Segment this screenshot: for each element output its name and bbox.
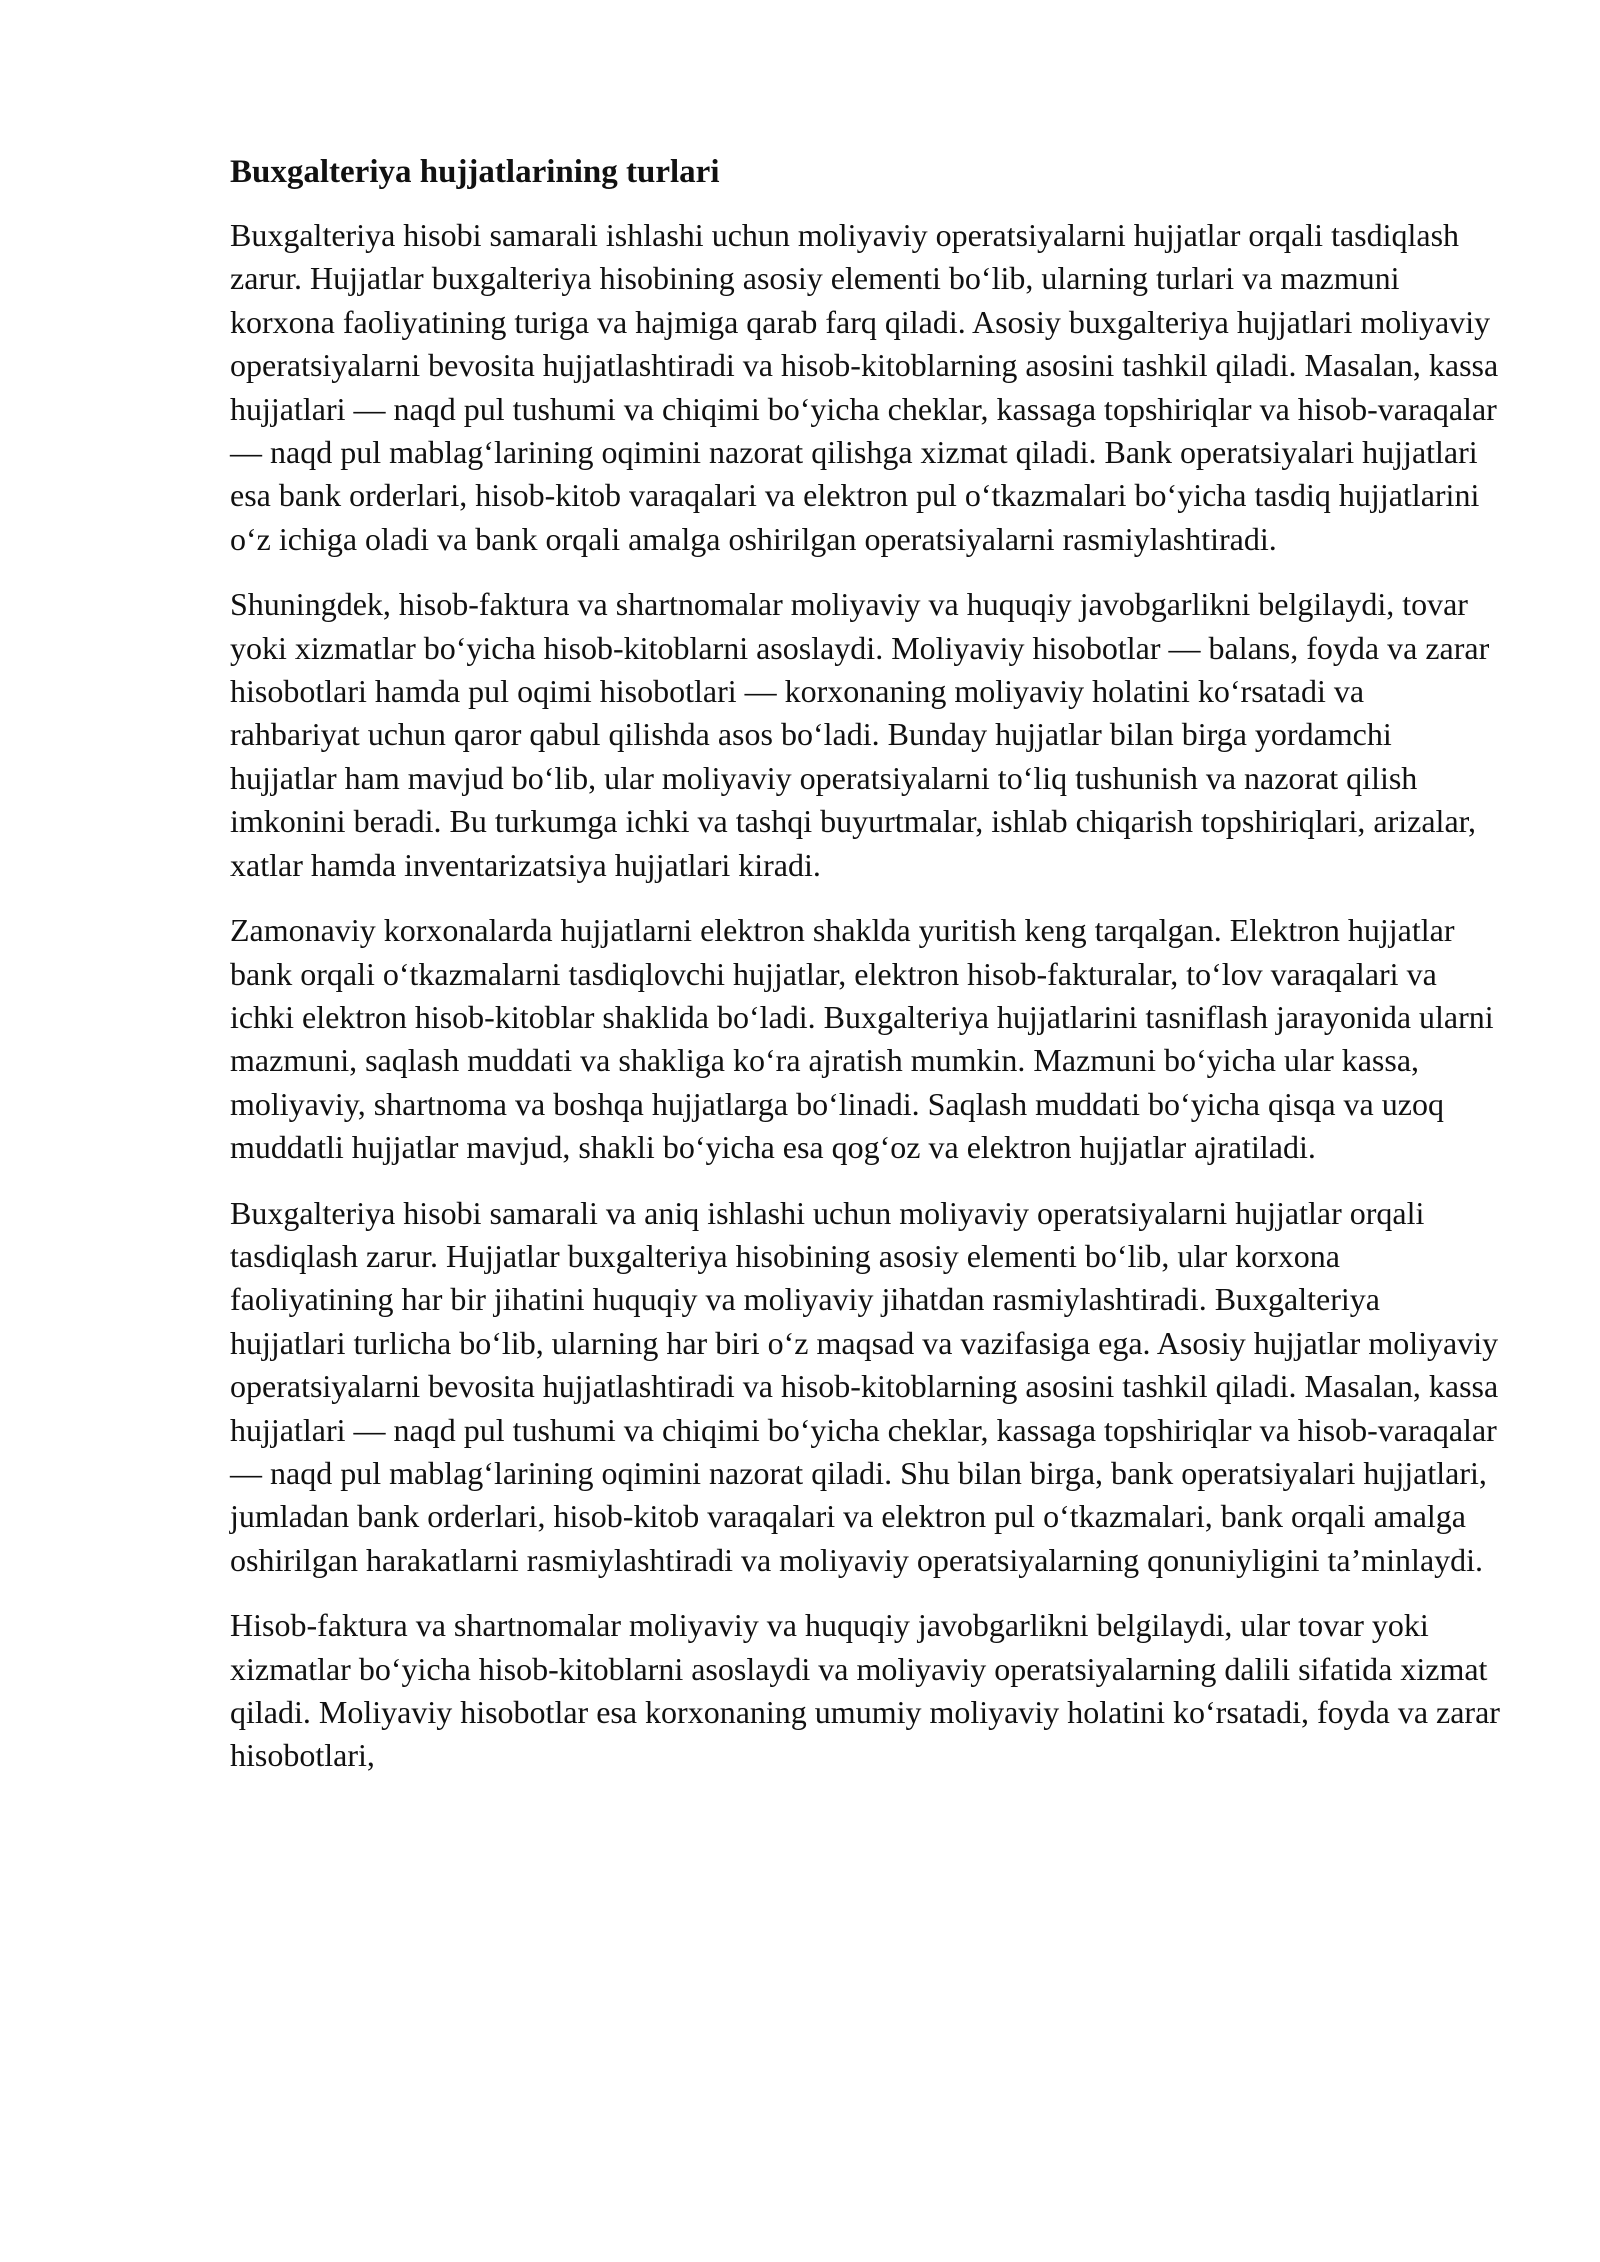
document-title: Buxgalteriya hujjatlarining turlari: [230, 154, 720, 190]
paragraph-1: Buxgalteriya hisobi samarali ishlashi uchun moliyaviy operatsiyalarni hujjatlar orqali tasdiqlash zarur. Hujjatlar buxgalteriya hisobining asosiy elementi bo‘lib, ularning turlari va mazmuni korxona faoliyatining turiga va hajmiga qarab farq qiladi. Asosiy buxgalteriya hujjatlari moliyaviy operatsiyalarni bevosita hujjatlashtiradi va hisob-kitoblarning asosini tashkil qiladi. Masalan, kassa hujjatlari — naqd pul tushumi va chiqimi bo‘yicha cheklar, kassaga topshiriqlar va hisob-varaqalar — naqd pul mablag‘larining oqimini nazorat qilishga xizmat qiladi. Bank operatsiyalari hujjatlari esa bank orderlari, hisob-kitob varaqalari va elektron pul o‘tkazmalari bo‘yicha tasdiq hujjatlarini o‘z ichiga oladi va bank orqali amalga oshirilgan operatsiyalarni rasmiylashtiradi.: [230, 217, 1499, 557]
document-body: [230, 150, 1500, 1800]
paragraph-2: Shuningdek, hisob-faktura va shartnomalar moliyaviy va huquqiy javobgarlikni belgilaydi, tovar yoki xizmatlar bo‘yicha hisob-kitoblarni asoslaydi. Moliyaviy hisobotlar — balans, foyda va zarar hisobotlari hamda pul oqimi hisobotlari — korxonaning moliyaviy holatini ko‘rsatadi va rahbariyat uchun qaror qabul qilishda asos bo‘ladi. Bunday hujjatlar bilan birga yordamchi hujjatlar ham mavjud bo‘lib, ular moliyaviy operatsiyalarni to‘liq tushunish va nazorat qilish imkonini beradi. Bu turkumga ichki va tashqi buyurtmalar, ishlab chiqarish topshiriqlari, arizalar, xatlar hamda inventarizatsiya hujjatlari kiradi.: [230, 586, 1490, 883]
paragraph-5: Hisob-faktura va shartnomalar moliyaviy va huquqiy javobgarlikni belgilaydi, ular tovar yoki xizmatlar bo‘yicha hisob-kitoblarni asoslaydi va moliyaviy operatsiyalarning dalili sifatida xizmat qiladi. Moliyaviy hisobotlar esa korxonaning umumiy moliyaviy holatini ko‘rsatadi, foyda va zarar hisobotlari,: [230, 1607, 1500, 1774]
paragraph-3: Zamonaviy korxonalarda hujjatlarni elektron shaklda yuritish keng tarqalgan. Elektron hujjatlar bank orqali o‘tkazmalarni tasdiqlovchi hujjatlar, elektron hisob-fakturalar, to‘lov varaqalari va ichki elektron hisob-kitoblar shaklida bo‘ladi. Buxgalteriya hujjatlarini tasniflash jarayonida ularni mazmuni, saqlash muddati va shakliga ko‘ra ajratish mumkin. Mazmuni bo‘yicha ular kassa, moliyaviy, shartnoma va boshqa hujjatlarga bo‘linadi. Saqlash muddati bo‘yicha qisqa va uzoq muddatli hujjatlar mavjud, shakli bo‘yicha esa qog‘oz va elektron hujjatlar ajratiladi.: [230, 912, 1494, 1166]
paragraph-4: Buxgalteriya hisobi samarali va aniq ishlashi uchun moliyaviy operatsiyalarni hujjatlar orqali tasdiqlash zarur. Hujjatlar buxgalteriya hisobining asosiy elementi bo‘lib, ular korxona faoliyatining har bir jihatini huquqiy va moliyaviy jihatdan rasmiylashtiradi. Buxgalteriya hujjatlari turlicha bo‘lib, ularning har biri o‘z maqsad va vazifasiga ega. Asosiy hujjatlar moliyaviy operatsiyalarni bevosita hujjatlashtiradi va hisob-kitoblarning asosini tashkil qiladi. Masalan, kassa hujjatlari — naqd pul tushumi va chiqimi bo‘yicha cheklar, kassaga topshiriqlar va hisob-varaqalar — naqd pul mablag‘larining oqimini nazorat qiladi. Shu bilan birga, bank operatsiyalari hujjatlari, jumladan bank orderlari, hisob-kitob varaqalari va elektron pul o‘tkazmalari, bank orqali amalga oshirilgan harakatlarni rasmiylashtiradi va moliyaviy operatsiyalarning qonuniyligini ta’minlaydi.: [230, 1194, 1499, 1578]
